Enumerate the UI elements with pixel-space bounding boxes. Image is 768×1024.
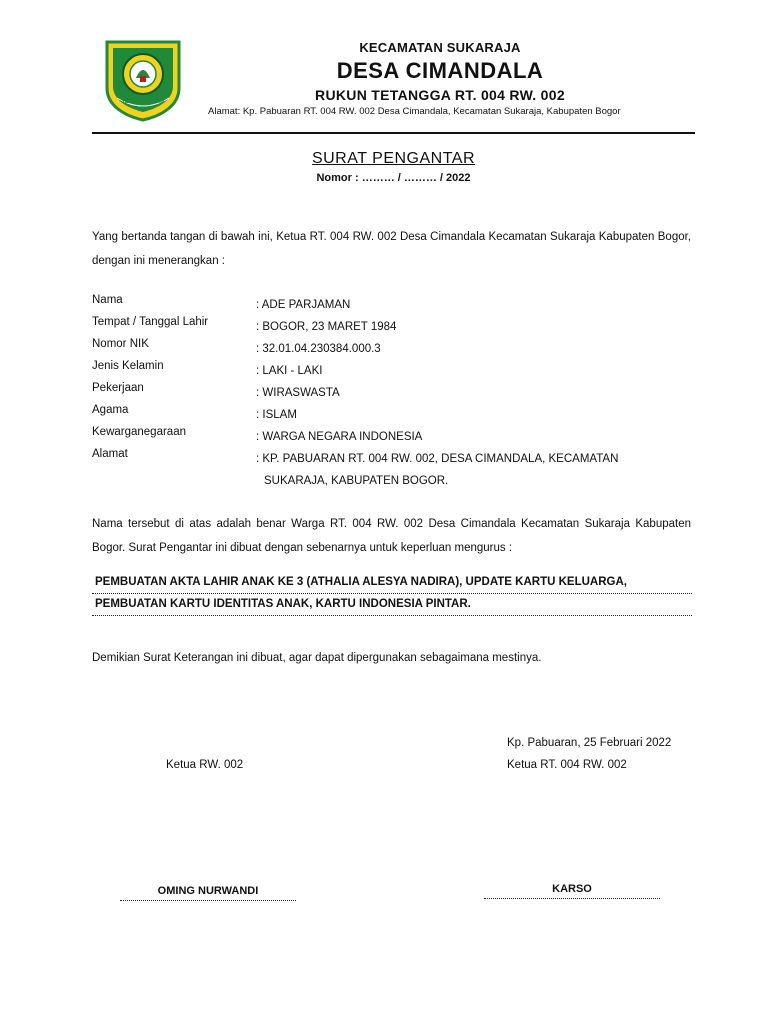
kop-village: DESA CIMANDALA [336, 58, 544, 83]
closing-paragraph: Demikian Surat Keterangan ini dibuat, agar dapat dipergunakan sebagaimana mestinya. [92, 652, 542, 664]
left-signer-name: OMING NURWANDI [120, 885, 296, 901]
right-signer-title: Ketua RT. 004 RW. 002 [507, 759, 627, 771]
kop-rt-rw: RUKUN TETANGGA RT. 004 RW. 002 [315, 87, 565, 103]
letter-number: Nomor : ……… / ……… / 2022 [316, 172, 471, 184]
field-gender [92, 360, 692, 382]
field-value: : ISLAM [256, 409, 297, 421]
left-signer-title: Ketua RW. 002 [166, 759, 244, 771]
letter-title [92, 150, 695, 168]
kop-district: KECAMATAN SUKARAJA [359, 40, 521, 55]
field-value: : LAKI - LAKI [256, 365, 323, 377]
field-nik [92, 338, 692, 360]
purpose-line: PEMBUATAN KARTU IDENTITAS ANAK, KARTU INDONESIA PINTAR. [92, 598, 692, 616]
field-ttl [92, 316, 692, 338]
field-value: : ADE PARJAMAN [256, 299, 351, 311]
field-label: Agama [92, 404, 129, 416]
field-address [92, 448, 692, 492]
field-label: Nama [92, 294, 123, 306]
purpose-line: PEMBUATAN AKTA LAHIR ANAK KE 3 (ATHALIA ALESYA NADIRA), UPDATE KARTU KELUARGA, [92, 576, 692, 594]
field-value: : BOGOR, 23 MARET 1984 [256, 321, 397, 333]
letter-title-text: SURAT PENGANTAR [311, 150, 476, 167]
field-label: Jenis Kelamin [92, 360, 164, 372]
kop-address: Alamat: Kp. Pabuaran RT. 004 RW. 002 Desa Cimandala, Kecamatan Sukaraja, Kabupaten Bogor [208, 106, 621, 117]
field-label: Pekerjaan [92, 382, 144, 394]
field-label: Alamat [92, 448, 128, 460]
letterhead-divider [92, 132, 695, 134]
field-religion [92, 404, 692, 426]
right-signer-name: KARSO [484, 883, 660, 899]
field-label: Tempat / Tanggal Lahir [92, 316, 209, 328]
field-value: : 32.01.04.230384.000.3 [256, 343, 381, 355]
field-occupation [92, 382, 692, 404]
village-logo [103, 38, 183, 122]
logo-motto: TEGAR BERIMAN [121, 99, 165, 105]
statement-paragraph: Nama tersebut di atas adalah benar Warga RT. 004 RW. 002 Desa Cimandala Kecamatan Sukaraja Kabupaten Bogor. Surat Pengantar ini dibuat dengan sebenarnya untuk keperluan mengurus : [92, 518, 691, 554]
field-value: : WIRASWASTA [256, 387, 340, 399]
field-label: Kewarganegaraan [92, 426, 186, 438]
place-date: Kp. Pabuaran, 25 Februari 2022 [507, 737, 672, 749]
intro-paragraph: Yang bertanda tangan di bawah ini, Ketua RT. 004 RW. 002 Desa Cimandala Kecamatan Sukaraja Kabupaten Bogor, dengan ini menerangkan : [92, 231, 691, 267]
field-value-continued: SUKARAJA, KABUPATEN BOGOR. [264, 475, 449, 487]
field-value: : WARGA NEGARA INDONESIA [256, 431, 423, 443]
field-nama [92, 294, 692, 316]
field-value: : KP. PABUARAN RT. 004 RW. 002, DESA CIMANDALA, KECAMATAN [256, 453, 619, 465]
field-citizenship [92, 426, 692, 448]
field-label: Nomor NIK [92, 338, 149, 350]
